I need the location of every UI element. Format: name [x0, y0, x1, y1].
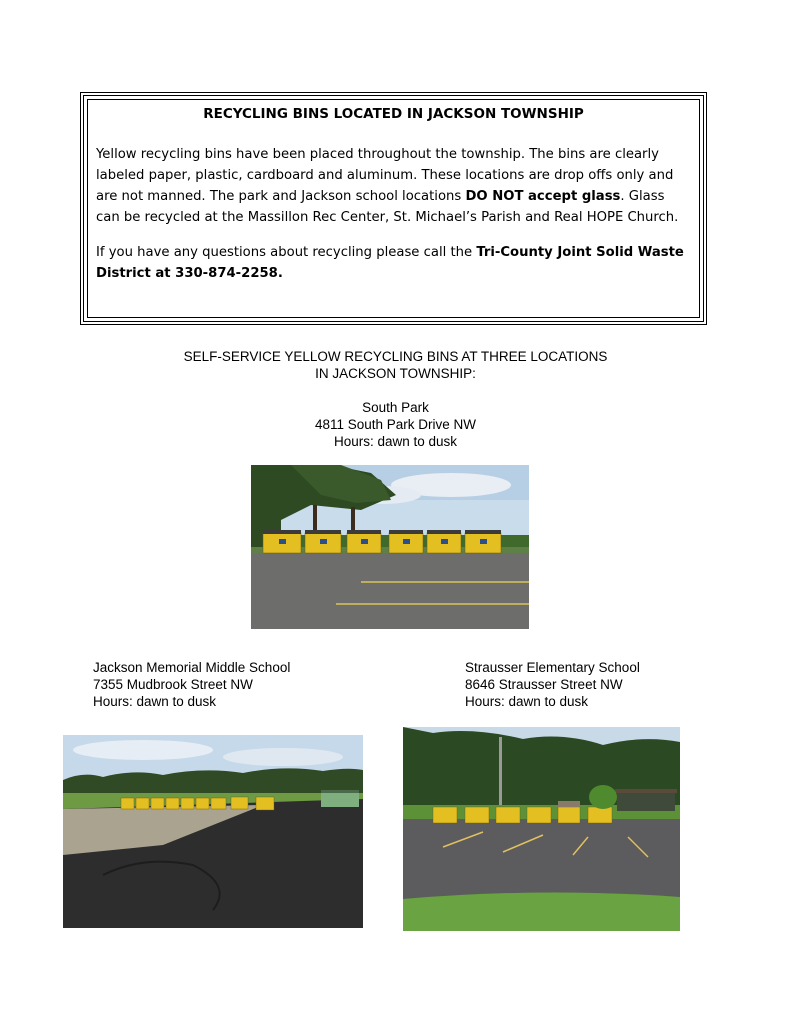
- location-address: 7355 Mudbrook Street NW: [93, 677, 253, 692]
- location-name: South Park: [362, 400, 429, 415]
- notice-paragraph-2: [96, 242, 691, 284]
- location-south-park: [0, 399, 791, 450]
- location-address: 8646 Strausser Street NW: [465, 677, 623, 692]
- location-hours: Hours: dawn to dusk: [465, 694, 589, 709]
- section-heading: [0, 348, 791, 382]
- location-name: Jackson Memorial Middle School: [93, 660, 291, 675]
- elementary-school-photo: [403, 727, 680, 931]
- location-name: Strausser Elementary School: [465, 660, 640, 675]
- notice-text: . Glass can be recycled at the Massillon Rec Center, St. Michael’s Parish and Real HOPE Church.: [96, 189, 679, 225]
- location-elementary-school: [465, 659, 640, 710]
- heading-line: IN JACKSON TOWNSHIP:: [315, 366, 476, 381]
- heading-line: SELF-SERVICE YELLOW RECYCLING BINS AT THREE LOCATIONS: [183, 349, 608, 364]
- south-park-photo: [251, 465, 529, 629]
- notice-title: RECYCLING BINS LOCATED IN JACKSON TOWNSHIP: [203, 106, 584, 122]
- location-hours: Hours: dawn to dusk: [93, 694, 217, 709]
- middle-school-photo: [63, 735, 363, 928]
- notice-paragraph-1: [96, 144, 691, 228]
- notice-box: [80, 92, 707, 325]
- location-address: 4811 South Park Drive NW: [314, 417, 477, 432]
- location-hours: Hours: dawn to dusk: [333, 434, 458, 449]
- location-middle-school: [93, 659, 290, 710]
- contact-info: Tri-County Joint Solid Waste District at 330-874-2258.: [96, 245, 684, 281]
- notice-text: Yellow recycling bins have been placed throughout the township. The bins are clearly labeled paper, plastic, cardboard and aluminum. These locations are drop offs only and are not manned. The park and Jackson school locations: [96, 147, 674, 204]
- notice-text: If you have any questions about recycling please call the: [96, 245, 477, 260]
- notice-emphasis: DO NOT accept glass: [465, 189, 621, 204]
